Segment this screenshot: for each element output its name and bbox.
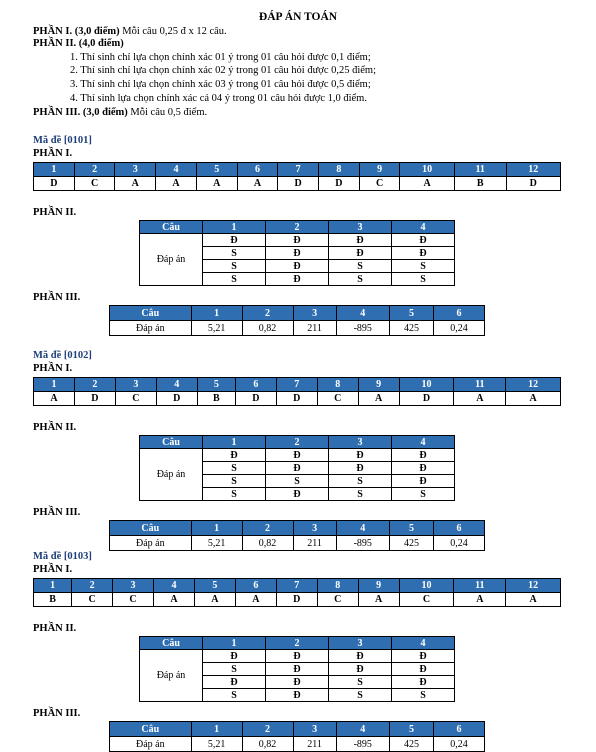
answer-cell: 211 [293,536,336,551]
question-number: 10 [399,378,454,392]
cau-header: Câu [110,521,192,536]
table-header-row [140,221,455,234]
answer-cell: Đ [266,676,329,689]
table-header-row [110,306,485,321]
answer-cell: 425 [389,737,433,752]
answer-cell: Đ [266,260,329,273]
answer-cell: 425 [389,536,433,551]
table-header-row [34,579,561,593]
answer-cell: 0,24 [433,536,484,551]
answer-row [34,593,561,607]
question-number: 1 [203,637,266,650]
phan1-table [33,578,561,607]
answer-cell: C [72,593,113,607]
question-number: 3 [329,436,392,449]
answer-cell: C [74,177,115,191]
answer-cell: Đ [266,462,329,475]
answer-cell: C [317,593,358,607]
answer-cell: 0,24 [433,321,484,336]
cau-header: Câu [140,221,203,234]
phan1-label: PHẦN I. [33,564,73,575]
answer-cell: 0,24 [433,737,484,752]
question-number: 1 [34,579,72,593]
phan2-heading: PHẦN II. (4,0 điểm) [33,38,124,49]
answer-cell: -895 [336,321,389,336]
question-number: 2 [74,378,115,392]
answer-cell: -895 [336,536,389,551]
question-number: 11 [454,378,506,392]
answer-cell: C [113,593,154,607]
answer-cell: C [317,392,358,406]
answer-row [140,650,455,663]
dap-an-label: Đáp án [110,536,192,551]
answer-cell: D [278,177,319,191]
answer-cell: A [454,392,506,406]
question-number: 3 [113,579,154,593]
cau-header: Câu [140,637,203,650]
answer-cell: S [266,475,329,488]
phan2-label: PHẦN II. [33,422,77,433]
answer-cell: A [400,177,454,191]
phan1-instruction [33,26,227,38]
answer-cell: Đ [203,449,266,462]
question-number: 7 [276,579,317,593]
answer-cell: B [34,593,72,607]
phan2-rule-1: 1. Thí sinh chỉ lựa chọn chính xác 01 ý trong 01 câu hỏi được 0,1 điểm; [70,52,371,63]
answer-cell: Đ [392,663,455,676]
question-number: 5 [389,306,433,321]
question-number: 4 [156,378,197,392]
answer-cell: Đ [392,449,455,462]
question-number: 12 [506,163,560,177]
phan3-label: PHẦN III. [33,507,81,518]
answer-cell: 5,21 [191,536,242,551]
dap-an-label: Đáp án [140,449,203,501]
dap-an-label: Đáp án [110,737,192,752]
answer-cell: Đ [392,676,455,689]
question-number: 2 [266,436,329,449]
question-number: 6 [235,579,276,593]
phan3-table [109,305,485,336]
answer-row [110,737,485,752]
answer-row [110,321,485,336]
phan3-table [109,520,485,551]
answer-cell: A [156,177,197,191]
answer-cell: S [392,273,455,286]
question-number: 2 [266,221,329,234]
question-number: 3 [329,221,392,234]
phan1-table [33,377,561,406]
question-number: 8 [317,378,358,392]
dap-an-label: Đáp án [140,234,203,286]
answer-cell: Đ [266,449,329,462]
answer-cell: 5,21 [191,737,242,752]
answer-cell: A [34,392,75,406]
question-number: 3 [115,163,156,177]
question-number: 1 [203,436,266,449]
answer-row [34,177,561,191]
answer-cell: 425 [389,321,433,336]
answer-cell: D [156,392,197,406]
answer-cell: D [276,392,317,406]
question-number: 4 [154,579,195,593]
answer-cell: A [454,593,506,607]
answer-cell: S [203,663,266,676]
answer-cell: 0,82 [242,536,293,551]
answer-cell: A [358,392,399,406]
question-number: 7 [276,378,317,392]
question-number: 4 [392,436,455,449]
phan1-label: PHẦN I. [33,363,73,374]
question-number: 11 [454,163,506,177]
answer-row [140,449,455,462]
answer-cell: C [359,177,400,191]
question-number: 12 [506,378,561,392]
question-number: 3 [329,637,392,650]
answer-cell: S [203,475,266,488]
question-number: 8 [317,579,358,593]
phan2-label: PHẦN II. [33,623,77,634]
answer-cell: Đ [392,234,455,247]
answer-cell: 0,82 [242,321,293,336]
answer-cell: D [235,392,276,406]
answer-cell: C [115,392,156,406]
document-title: ĐÁP ÁN TOÁN [258,11,338,23]
question-number: 3 [293,521,336,536]
question-number: 8 [319,163,360,177]
exam-code-label: Mã đề [0101] [33,135,92,146]
question-number: 5 [389,521,433,536]
question-number: 1 [191,722,242,737]
answer-cell: S [329,676,392,689]
answer-cell: Đ [266,234,329,247]
answer-cell: Đ [329,234,392,247]
answer-cell: S [329,260,392,273]
answer-cell: A [115,177,156,191]
question-number: 5 [197,378,235,392]
answer-cell: Đ [203,234,266,247]
question-number: 4 [392,221,455,234]
question-number: 3 [115,378,156,392]
answer-cell: Đ [266,663,329,676]
cau-header: Câu [140,436,203,449]
question-number: 7 [278,163,319,177]
phan1-heading: PHẦN I. (3,0 điểm) [33,26,120,37]
answer-cell: Đ [329,449,392,462]
table-header-row [34,378,561,392]
phan2-rule-2: 2. Thí sinh chỉ lựa chọn chính xác 02 ý trong 01 câu hỏi được 0,25 điểm; [70,65,377,76]
phan1-label: PHẦN I. [33,148,73,159]
table-header-row [110,722,485,737]
answer-cell: Đ [203,650,266,663]
answer-cell: S [392,488,455,501]
answer-cell: S [203,247,266,260]
answer-cell: Đ [329,462,392,475]
dap-an-label: Đáp án [140,650,203,702]
phan2-table [139,636,455,702]
answer-cell: Đ [266,247,329,260]
phan2-label: PHẦN II. [33,207,77,218]
question-number: 4 [336,722,389,737]
answer-cell: Đ [266,650,329,663]
answer-cell: Đ [329,650,392,663]
answer-cell: S [329,273,392,286]
answer-cell: D [34,177,75,191]
answer-cell: Đ [329,247,392,260]
question-number: 2 [266,637,329,650]
phan2-table [139,435,455,501]
answer-cell: D [276,593,317,607]
answer-cell: S [203,260,266,273]
question-number: 9 [359,163,400,177]
question-number: 4 [156,163,197,177]
question-number: 4 [392,637,455,650]
phan3-label: PHẦN III. [33,708,81,719]
question-number: 4 [336,306,389,321]
answer-cell: A [237,177,278,191]
answer-cell: Đ [392,462,455,475]
answer-cell: Đ [392,650,455,663]
question-number: 5 [196,163,237,177]
answer-cell: Đ [266,689,329,702]
answer-cell: S [329,689,392,702]
question-number: 3 [293,722,336,737]
answer-cell: B [197,392,235,406]
question-number: 6 [433,722,484,737]
answer-cell: A [154,593,195,607]
phan2-table [139,220,455,286]
phan2-rule-3: 3. Thí sinh chỉ lựa chọn chính xác 03 ý trong 01 câu hỏi được 0,5 điểm; [70,79,371,90]
question-number: 2 [74,163,115,177]
question-number: 12 [506,579,561,593]
answer-cell: S [392,689,455,702]
answer-cell: A [194,593,235,607]
question-number: 5 [389,722,433,737]
question-number: 1 [191,306,242,321]
answer-cell: S [329,475,392,488]
answer-row [34,392,561,406]
question-number: 4 [336,521,389,536]
cau-header: Câu [110,306,192,321]
answer-cell: Đ [392,247,455,260]
exam-code-label: Mã đề [0102] [33,350,92,361]
question-number: 9 [358,579,399,593]
cau-header: Câu [110,722,192,737]
phan1-text: Mỗi câu 0,25 đ x 12 câu. [119,26,227,37]
question-number: 2 [242,521,293,536]
question-number: 5 [194,579,235,593]
question-number: 1 [191,521,242,536]
phan3-text: Mỗi câu 0,5 điểm. [127,107,208,118]
answer-cell: 0,82 [242,737,293,752]
question-number: 3 [293,306,336,321]
exam-code-label: Mã đề [0103] [33,551,92,562]
answer-cell: Đ [392,475,455,488]
answer-cell: S [203,689,266,702]
question-number: 6 [433,521,484,536]
answer-cell: D [506,177,560,191]
phan2-instruction [33,38,124,50]
phan3-heading: PHẦN III. (3,0 điểm) [33,107,128,118]
question-number: 6 [237,163,278,177]
answer-cell: D [74,392,115,406]
question-number: 10 [399,579,454,593]
answer-row [110,536,485,551]
answer-cell: Đ [266,273,329,286]
answer-cell: -895 [336,737,389,752]
answer-cell: Đ [203,676,266,689]
question-number: 6 [433,306,484,321]
answer-cell: S [203,462,266,475]
question-number: 9 [358,378,399,392]
question-number: 10 [400,163,454,177]
answer-cell: C [399,593,454,607]
answer-cell: 211 [293,321,336,336]
answer-cell: S [203,273,266,286]
answer-cell: A [235,593,276,607]
answer-cell: B [454,177,506,191]
answer-cell: 5,21 [191,321,242,336]
question-number: 2 [72,579,113,593]
question-number: 1 [203,221,266,234]
answer-cell: A [506,392,561,406]
table-header-row [34,163,561,177]
answer-cell: Đ [266,488,329,501]
answer-cell: S [203,488,266,501]
phan2-rule-4: 4. Thí sinh lựa chọn chính xác cả 04 ý trong 01 câu hỏi được 1,0 điểm. [70,93,367,104]
table-header-row [140,637,455,650]
answer-cell: A [506,593,561,607]
answer-row [140,234,455,247]
answer-cell: A [196,177,237,191]
question-number: 6 [235,378,276,392]
table-header-row [110,521,485,536]
question-number: 11 [454,579,506,593]
answer-cell: Đ [329,663,392,676]
answer-cell: S [329,488,392,501]
question-number: 2 [242,306,293,321]
question-number: 1 [34,163,75,177]
answer-cell: D [399,392,454,406]
dap-an-label: Đáp án [110,321,192,336]
answer-cell: S [392,260,455,273]
phan3-table [109,721,485,752]
question-number: 2 [242,722,293,737]
table-header-row [140,436,455,449]
answer-cell: A [358,593,399,607]
phan1-table [33,162,561,191]
answer-cell: D [319,177,360,191]
answer-cell: 211 [293,737,336,752]
question-number: 1 [34,378,75,392]
phan3-instruction [33,107,207,119]
phan3-label: PHẦN III. [33,292,81,303]
